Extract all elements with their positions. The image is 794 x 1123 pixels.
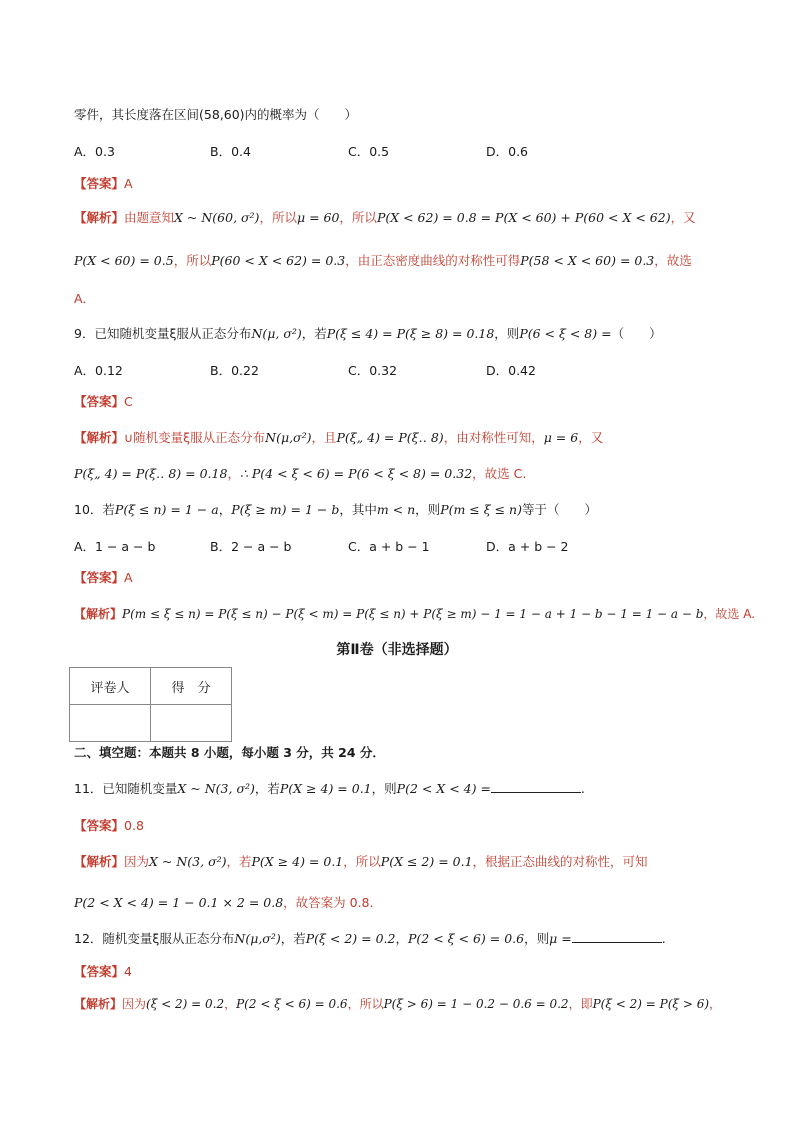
q9-stem: 9．已知随机变量ξ服从正态分布N(μ, σ²)，若P(ξ ≤ 4) = P(ξ ≥ 8) = 0.18，则P(6 < ξ < 8) =（ ）: [74, 326, 662, 341]
q9-solution-line2: P(ξ„ 4) = P(ξ‥ 8) = 0.18，∴ P(4 < ξ < 6) = P(6 < ξ < 8) = 0.32，故选 C.: [74, 466, 527, 481]
q10-solution: 【解析】P(m ≤ ξ ≤ n) = P(ξ ≤ n) − P(ξ < m) = P(ξ ≤ n) + P(ξ ≥ m) − 1 = 1 − a + 1 − b − 1 = 1 − a − b，故选 A.: [74, 607, 756, 621]
q12-solution: 【解析】因为(ξ < 2) = 0.2，P(2 < ξ < 6) = 0.6，所以P(ξ > 6) = 1 − 0.2 − 0.6 = 0.2，即P(ξ < 2) = P(ξ > 6)，: [74, 997, 722, 1011]
score-table-score-cell: [151, 705, 232, 742]
q8-option-a: A．0.3: [74, 144, 115, 159]
q11-answer: 【答案】0.8: [74, 818, 144, 833]
q12-answer: 【答案】4: [74, 964, 132, 979]
q12-answer-blank: [572, 930, 662, 943]
q8-stem: 零件，其长度落在区间(58,60)内的概率为（ ）: [74, 107, 358, 122]
q10-option-d: D．a + b − 2: [486, 539, 569, 554]
q9-option-a: A．0.12: [74, 363, 123, 378]
score-table-grader-header: 评卷人: [70, 668, 151, 705]
q12-stem: 12．随机变量ξ服从正态分布N(μ,σ²)，若P(ξ < 2) = 0.2，P(2 < ξ < 6) = 0.6，则μ = .: [74, 931, 666, 946]
q9-option-b: B．0.22: [210, 363, 259, 378]
q10-stem: 10．若P(ξ ≤ n) = 1 − a，P(ξ ≥ m) = 1 − b，其中m < n，则P(m ≤ ξ ≤ n)等于（ ）: [74, 502, 597, 517]
q9-answer: 【答案】C: [74, 394, 133, 409]
q9-option-d: D．0.42: [486, 363, 536, 378]
q10-option-a: A．1 − a − b: [74, 539, 156, 554]
q9-option-c: C．0.32: [348, 363, 398, 378]
q8-option-c: C．0.5: [348, 144, 390, 159]
score-table-score-header: 得 分: [151, 668, 232, 705]
score-table: [69, 667, 232, 742]
q8-option-b: B．0.4: [210, 144, 251, 159]
q11-solution-line1: 【解析】因为X ~ N(3, σ²)，若P(X ≥ 4) = 0.1，所以P(X ≤ 2) = 0.1，根据正态曲线的对称性，可知: [74, 854, 648, 869]
q10-option-c: C．a + b − 1: [348, 539, 430, 554]
q11-answer-blank: [491, 780, 581, 793]
q11-solution-line2: P(2 < X < 4) = 1 − 0.1 × 2 = 0.8，故答案为 0.8.: [74, 895, 374, 910]
q8-answer: 【答案】A: [74, 176, 133, 191]
q8-solution-line2: P(X < 60) = 0.5，所以P(60 < X < 62) = 0.3，由正态密度曲线的对称性可得P(58 < X < 60) = 0.3，故选: [74, 253, 692, 268]
q8-option-d: D．0.6: [486, 144, 529, 159]
q8-solution-line3: A．: [74, 291, 96, 306]
q10-option-b: B．2 − a − b: [210, 539, 292, 554]
q11-stem: 11．已知随机变量X ~ N(3, σ²)，若P(X ≥ 4) = 0.1，则P(2 < X < 4) = .: [74, 781, 585, 796]
score-table-grader-cell: [70, 705, 151, 742]
section2-title: 二、填空题：本题共 8 小题，每小题 3 分，共 24 分．: [74, 745, 385, 760]
q10-answer: 【答案】A: [74, 570, 133, 585]
q9-solution-line1: 【解析】∪随机变量ξ服从正态分布N(μ,σ²)，且P(ξ„ 4) = P(ξ‥ 8)，由对称性可知，μ = 6，又: [74, 430, 604, 445]
part2-title: 第Ⅱ卷（非选择题）: [336, 642, 458, 658]
q8-solution-line1: 【解析】由题意知X ~ N(60, σ²)，所以μ = 60，所以P(X < 62) = 0.8 = P(X < 60) + P(60 < X < 62)，又: [74, 210, 696, 225]
